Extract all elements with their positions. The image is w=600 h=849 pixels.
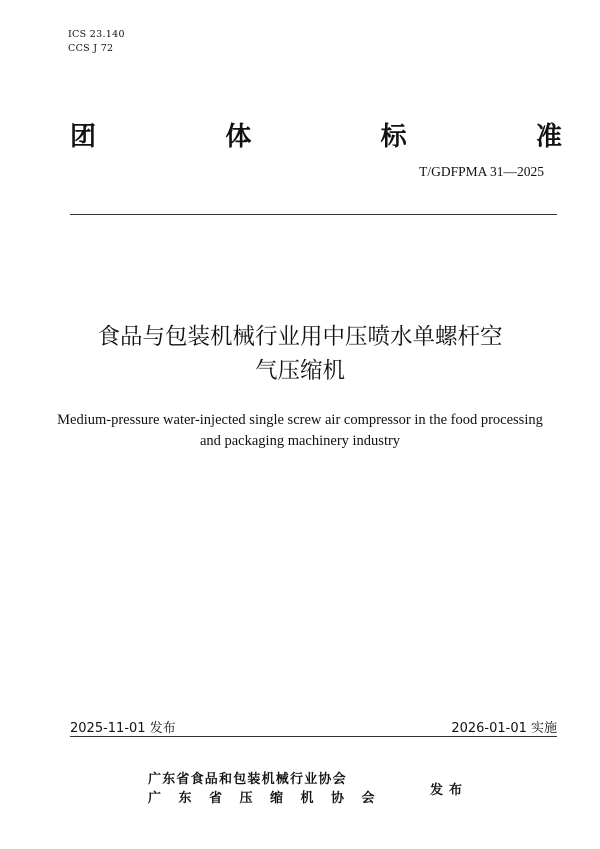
- kind-char-2: 体: [225, 122, 252, 152]
- kind-char-3: 标: [380, 122, 407, 152]
- release-date: 2025-11-01 发布: [70, 721, 176, 736]
- ccs-code: CCS J 72: [68, 43, 114, 54]
- issuing-organizations: [148, 770, 392, 808]
- implementation-date: 2026-01-01 实施: [451, 721, 557, 736]
- kind-char-1: 团: [70, 122, 97, 152]
- issuer-compressor-association: 广东省压缩机协会: [148, 791, 393, 806]
- standard-code: T/GDFPMA 31—2025: [419, 164, 544, 179]
- ics-code: ICS 23.140: [68, 29, 125, 40]
- chinese-title: [40, 320, 560, 388]
- classification-codes: [68, 28, 125, 56]
- english-title-line-1: Medium-pressure water-injected single screw air compressor in the food processing: [57, 412, 543, 428]
- kind-char-4: 准: [535, 122, 562, 152]
- issuer-food-packaging-association: 广东省食品和包装机械行业协会: [148, 772, 347, 787]
- standard-kind: [70, 116, 562, 153]
- top-divider: [70, 214, 557, 215]
- publish-label: 发布: [430, 783, 469, 798]
- bottom-divider: [70, 736, 557, 737]
- chinese-title-line-1: 食品与包装机械行业用中压喷水单螺杆空: [97, 324, 503, 350]
- chinese-title-line-2: 气压缩机: [254, 358, 345, 384]
- english-title: [40, 410, 560, 452]
- english-title-line-2: and packaging machinery industry: [199, 433, 401, 449]
